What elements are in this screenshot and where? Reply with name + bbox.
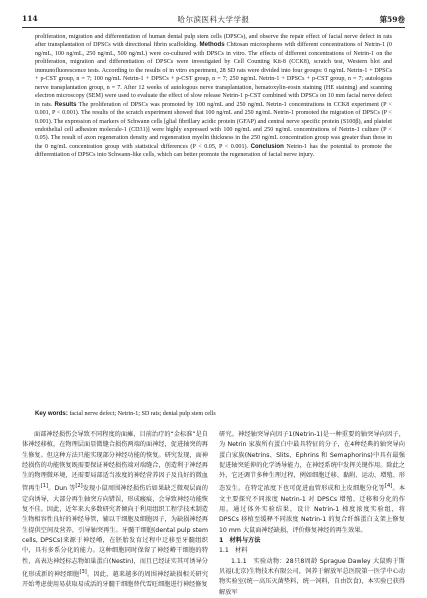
intro-text-2: 。Dun 等 <box>48 485 76 493</box>
keywords-text: facial nerve defect; Netrin-1; SD rats; dental pulp stem cells <box>69 411 216 417</box>
conclusion-label: Conclusion <box>250 142 284 150</box>
abstract-methods-text: Chitosan microspheres with different concentrations of Netrin-1 (0 ng/mL, 100 ng/mL, 250 ng/mL, 500 ng/mL) were co-cultured with DPSCs in vitro. The effects of different concentrations of Netrin-1 on the proliferation, migration and differentiation of DPSCs were investigated by Cell Counting Kit-8 (CCK8), scratch test, Western blot and immunofluorescence tests. According to the results of in vitro experiment, 28 SD rats were divided into four groups: 0 ng/mL Netrin-1 + DPSCs + p-CST group, n = 7; 100 ng/mL Netrin-1 + DPSCs + p-CST group, n = 7; 250 ng/mL Netrin-1 + DPSCs + p-CST group, n = 7; autologous nerve transplantation group, n = 7. After 12 weeks of autologous nerve transplantation, hematoxylin-eosin staining (HE staining) and scanning electron microscopy (SEM) were used to evaluate the effect of slow release Netrin-1 p-CST combined with DPSCs on 10 mm facial nerve defect in rats. <box>35 42 392 108</box>
animals-paragraph: 1.1.1 实验动物：28只8周龄 Sprague Dawley 大鼠购于斯贝福(北京)生物技术有限公司，饲养于解放军总医院第一医学中心动物实验室(统一高压灭菌垫料，统一饲料，自由饮食)，本实验已获得解放军 <box>219 557 405 596</box>
netrin-text-2: 。本文主要探究不同浓度 Netrin-1 对 DPSCs 增殖、迁移和分化的作用。通过体外实验结果，设计 Netrin-1 梯度浓度实验组，将 DPSCs 移植至缓释不同浓度 Netrin-1 的复合纤维蛋白支架上修复10 mm 大鼠面神经缺损，评价修复神经的再生效果。 <box>219 485 406 534</box>
page-number: 114 <box>22 14 38 23</box>
abstract-results-text: The proliferation of DPSCs was promoted by 100 ng/mL and 250 ng/mL Netrin-1 concentrations in CCK8 experiment (P < 0.001, P < 0.001). The results of the scratch experiment showed that 100 ng/mL and 250 ng/mL Netrin-1 promoted the migration of DPSCs (P < 0.001). The expression of markers of Schwann cells [glial fibrillary acidic protein (GFAP) and central nerve specific protein (S100β), and platelet endothelial cell adhesion molecule-1 (CD31)] were highly expressed with 100 ng/mL and 250 ng/mL concentrations of Netrin-1 culture (P < 0.05). The result of axon regeneration density and regeneration myelin thickness in the 250 ng/mL concentration group was greater than those in the 0 ng/mL concentration group with statistical differences (P < 0.05, P < 0.001). <box>35 101 392 150</box>
volume-label: 第59卷 <box>379 15 405 24</box>
methods-label: Methods <box>199 41 225 49</box>
citation-3: [3] <box>79 568 87 575</box>
citation-2: [2] <box>75 483 83 490</box>
body-columns <box>22 430 406 596</box>
left-column <box>22 430 209 589</box>
intro-paragraph <box>22 430 208 591</box>
abstract-objective-text: proliferation, migration and differentiation of human dental pulp stem cells (DPSCs), and observe the repair effect of facial nerve defect in rats after transplantation of DPSCs with directional fibrin scaffolding. <box>35 34 392 49</box>
netrin-paragraph <box>219 430 405 536</box>
page-header <box>22 14 405 26</box>
section-heading: 1 材料与方法 <box>219 537 261 545</box>
abstract-conclusion-text: Netrin-1 has the potential to promote the differentiation of DPSCs into Schwann-like cells, which can better promote the regeneration of facial nerve injury. <box>35 143 392 159</box>
keywords-label: Key words: <box>35 410 68 417</box>
citation-1: [1] <box>40 483 49 490</box>
keywords-line <box>35 410 392 417</box>
citation-4: [4] <box>384 483 393 490</box>
header-rule <box>22 27 405 28</box>
journal-name: 哈尔滨医科大学学报 <box>177 15 250 24</box>
right-column <box>219 430 406 596</box>
english-abstract <box>35 33 392 160</box>
netrin-text-1: 研究。神经轴突导向因子1(Netrin-1)是一种重要的轴突导向因子，为 Netrin 家族所有蛋白中最具特征的分子，在4种经典的轴突导向蛋白家族(Netrins、Slits、Ephrins 和 Semaphorins)中具有最强促进轴突延伸的化学诱导能力，在神经系统中发挥关键作用。除此之外，它还调节多种生理过程，例如细胞迁移、黏附、运动、增殖、形态发生。在特定浓度下也可促进血管形成和上皮细胞分化等 <box>219 431 405 493</box>
intro-text-4: 。因此，越来越多的周围神经缺损相关研究开始考虑使用易获取易成活的牙髓干细胞替代雪旺细胞进行神经修复 <box>22 570 209 589</box>
intro-text-3: 发现小鼠周围神经损伤后如果缺乏微观层面的定向诱导，大部分再生轴突方向错误，形成瘢痕，会导致神经功能恢复不佳。因此，近年来大多数研究者倾向于利用组织工程学技术制造生物相容性良好的神经导管，辅以干细胞及细胞因子，为缺损神经再生提供空间及营养，引导轴突再生。牙髓干细胞(dental pulp stem cells, DPSCs)来源于神经嵴，在胚胎发育过程中迁移至牙髓组织中，具有多系分化的能力。这种细胞同时保留了神经嵴干细胞的特性，高表达神经标志物如巢蛋白(Nestin)，而且已经证实其可诱导分化形成新的神经细胞 <box>22 485 208 578</box>
results-label: Results <box>54 100 77 108</box>
intro-text-1: 面部神经损伤会导致不同程度的面瘫，目前治疗的“金标准”是自体神经移植，在物理层面显微缝合损伤两端的面神经，促进轴突的再生修复。但这种方法只能实现部分神经功能的恢复。研究发现，面神经损伤的功能恢复既需要保证神经损伤端对端缝合，创造利于神经再生的物理微环境，还需要局部适当浓度的神经营养因子及良好的微血管再生 <box>22 431 208 493</box>
subsection-heading: 1.1 材料 <box>219 547 248 555</box>
